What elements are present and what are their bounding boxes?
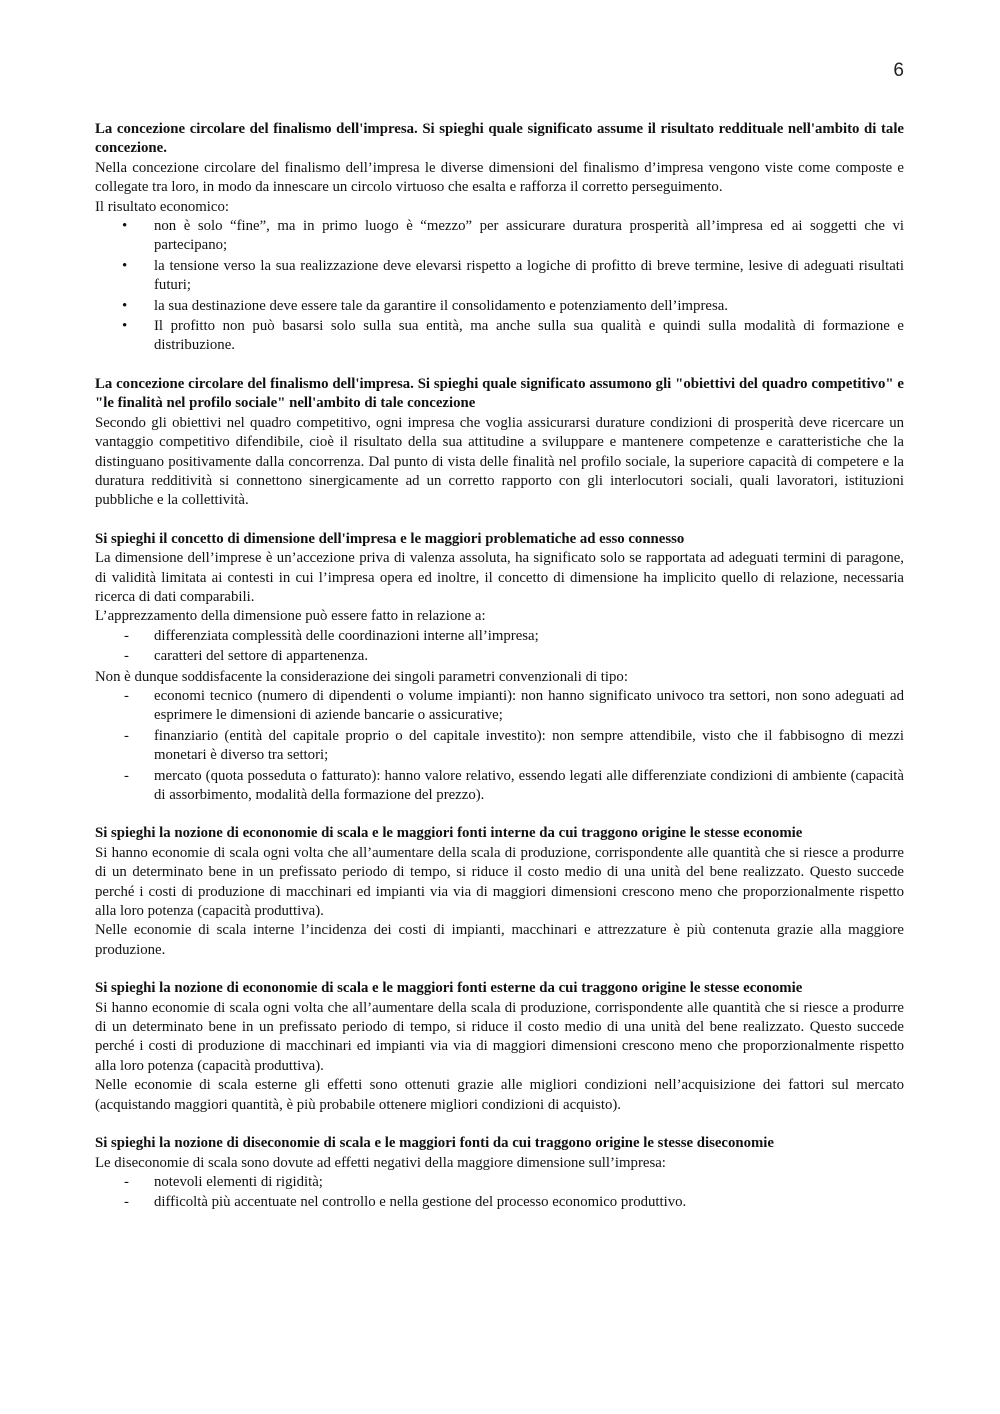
page-number: 6 — [893, 60, 904, 81]
paragraph: Non è dunque soddisfacente la considerazione dei singoli parametri convenzionali di tipo: — [95, 668, 628, 685]
section-finalismo-risultato — [95, 120, 904, 356]
dash-list — [95, 1173, 904, 1213]
section-economie-esterne — [95, 979, 904, 1115]
paragraph: Si hanno economie di scala ogni volta che all’aumentare della scala di produzione, corrispondente alle quantità che si riesce a produrre di un determinato bene in un prefissato periodo di tempo, si riduce il costo medio di una unità del bene realizzato. Questo succede perché i costi di produzione di macchinari ed impianti via via di maggiori dimensioni crescono meno che proporzionalmente rispetto alla loro potenza (capacità produttiva). — [95, 844, 904, 920]
section-heading: La concezione circolare del finalismo dell'impresa. Si spieghi quale significato assumono gli "obiettivi del quadro competitivo" e "le finalità nel profilo sociale" nell'ambito di tale concezione — [95, 375, 904, 412]
bullet-item: • la sua destinazione deve essere tale da garantire il consolidamento e potenziamento dell’impresa. — [95, 297, 904, 316]
dash-item: - finanziario (entità del capitale proprio o del capitale investito): non sempre attendibile, visto che il fabbisogno di mezzi monetari è diverso tra settori; — [95, 727, 904, 766]
bullet-item: • la tensione verso la sua realizzazione deve elevarsi rispetto a logiche di profitto di breve termine, lesive di adeguati risultati futuri; — [95, 257, 904, 296]
bullet-item: • Il profitto non può basarsi solo sulla sua entità, ma anche sulla sua qualità e quindi sulla modalità di formazione e distribuzione. — [95, 317, 904, 356]
section-economie-interne — [95, 824, 904, 960]
section-heading: Si spieghi la nozione di econonomie di scala e le maggiori fonti esterne da cui traggono origine le stesse economie — [95, 980, 803, 997]
bullet-item: • non è solo “fine”, ma in primo luogo è “mezzo” per assicurare duratura prosperità all’impresa ed ai soggetti che vi partecipano; — [95, 217, 904, 256]
section-finalismo-obiettivi — [95, 375, 904, 511]
bullet-list — [95, 217, 904, 356]
paragraph: Nelle economie di scala interne l’incidenza dei costi di impianti, macchinari e attrezzature è più contenuta grazie alla maggiore produzione. — [95, 922, 904, 958]
dash-list — [95, 627, 904, 667]
paragraph: Secondo gli obiettivi nel quadro competitivo, ogni impresa che voglia assicurarsi durature condizioni di prosperità deve ricercare un vantaggio competitivo difendibile, cioè il risultato della sua attitudine a sviluppare e mantenere competenze e caratteristiche che la distinguano positivamente dalla concorrenza. Dal punto di vista delle finalità nel profilo sociale, la superiore capacità di competere e la duratura redditività si connettono sinergicamente ad un corretto rapporto con gli interlocutori sociali, quali lavoratori, istituzioni pubbliche e la collettività. — [95, 414, 904, 509]
paragraph: La dimensione dell’imprese è un’accezione priva di valenza assoluta, ha significato solo se rapportata ad adeguati termini di paragone, di validità limitata ai contesti in cui l’impresa opera ed inoltre, il concetto di dimensione ha implicito quello di relazione, necessaria ricerca di dati comparabili. — [95, 550, 904, 605]
section-heading: Si spieghi la nozione di diseconomie di scala e le maggiori fonti da cui traggono origine le stesse diseconomie — [95, 1135, 774, 1152]
dash-item: - caratteri del settore di appartenenza. — [95, 647, 904, 666]
document-body — [95, 120, 904, 1232]
dash-item: - mercato (quota posseduta o fatturato): hanno valore relativo, essendo legati alle differenziate condizioni di ambiente (capacità di assorbimento, modalità della formazione del prezzo). — [95, 767, 904, 806]
paragraph: Nella concezione circolare del finalismo dell’impresa le diverse dimensioni del finalismo d’impresa vengono viste come composte e collegate tra loro, in modo da innescare un circolo virtuoso che esalta e rafforza il corretto perseguimento. — [95, 159, 904, 196]
paragraph: L’apprezzamento della dimensione può essere fatto in relazione a: — [95, 608, 486, 625]
dash-item: - differenziata complessità delle coordinazioni interne all’impresa; — [95, 627, 904, 646]
paragraph: Il risultato economico: — [95, 198, 229, 215]
dash-list — [95, 687, 904, 805]
dash-item: - notevoli elementi di rigidità; — [95, 1173, 904, 1192]
section-diseconomie — [95, 1134, 904, 1213]
section-dimensione-impresa — [95, 530, 904, 806]
section-heading: Si spieghi la nozione di econonomie di scala e le maggiori fonti interne da cui traggono origine le stesse economie — [95, 825, 803, 842]
dash-item: - economi tecnico (numero di dipendenti o volume impianti): non hanno significato univoco tra settori, non sono adeguati ad esprimere le dimensioni di aziende bancarie o assicurative; — [95, 687, 904, 726]
dash-item: - difficoltà più accentuate nel controllo e nella gestione del processo economico produttivo. — [95, 1193, 904, 1212]
section-heading: Si spieghi il concetto di dimensione dell'impresa e le maggiori problematiche ad esso connesso — [95, 530, 685, 547]
section-heading: La concezione circolare del finalismo dell'impresa. Si spieghi quale significato assume il risultato reddituale nell'ambito di tale concezione. — [95, 121, 904, 157]
paragraph: Nelle economie di scala esterne gli effetti sono ottenuti grazie alle migliori condizioni nell’acquisizione dei fattori sul mercato (acquistando maggiori quantità, è più probabile ottenere migliori condizioni di acquisto). — [95, 1077, 904, 1113]
paragraph: Si hanno economie di scala ogni volta che all’aumentare della scala di produzione, corrispondente alle quantità che si riesce a produrre di un determinato bene in un prefissato periodo di tempo, si riduce il costo medio di una unità del bene realizzato. Questo succede perché i costi di produzione di macchinari ed impianti via via di maggiori dimensioni crescono meno che proporzionalmente rispetto alla loro potenza (capacità produttiva). — [95, 999, 904, 1074]
paragraph: Le diseconomie di scala sono dovute ad effetti negativi della maggiore dimensione sull’impresa: — [95, 1154, 666, 1171]
